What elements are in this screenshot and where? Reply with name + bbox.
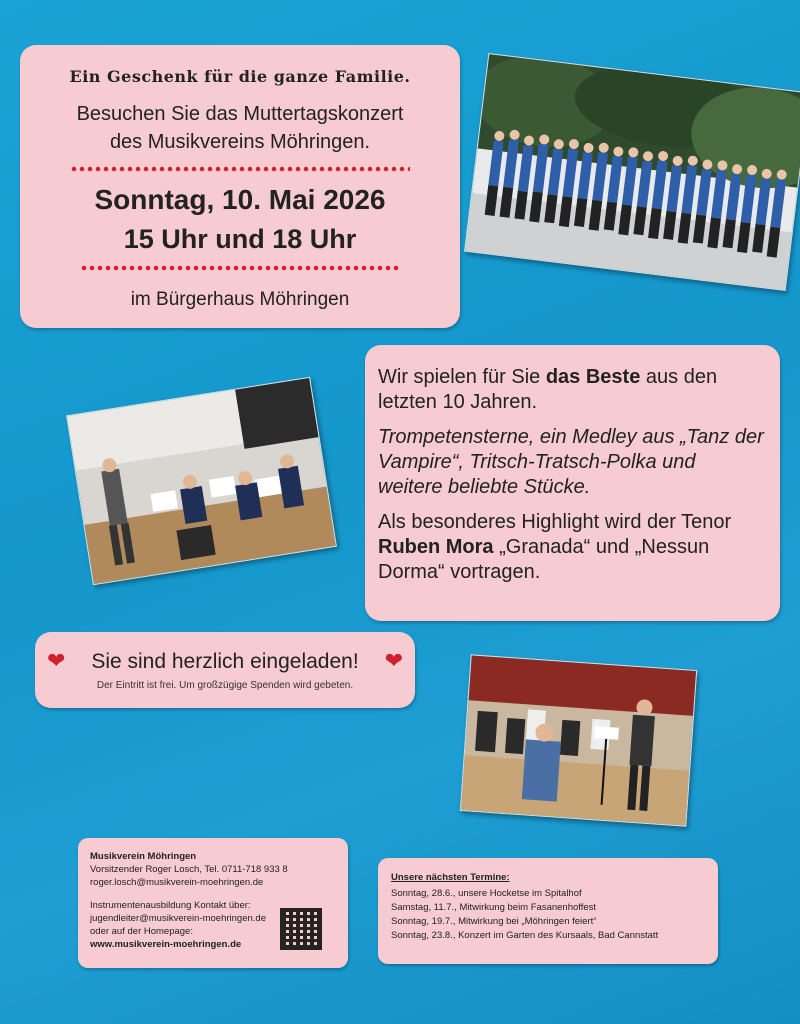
- dates-card: [378, 858, 718, 964]
- event-venue: im Bürgerhaus Möhringen: [130, 289, 350, 310]
- qr-code-icon: [280, 908, 322, 950]
- tenor-name: Ruben Mora: [378, 536, 494, 558]
- dotted-divider: [70, 166, 410, 172]
- date-item: Sonntag, 28.6., unsere Hocketse im Spitalhof: [391, 888, 582, 899]
- dates-title: Unsere nächsten Termine:: [391, 872, 510, 883]
- date-item: Samstag, 11.7., Mitwirkung beim Fasanenhoffest: [391, 902, 597, 913]
- program-highlight: [378, 510, 764, 585]
- heart-icon: ❤: [384, 648, 403, 673]
- event-card: [20, 45, 460, 328]
- highlight-text: Als besonderes Highlight wird der Tenor: [378, 511, 732, 533]
- training-email: jugendleiter@musikverein-moehringen.de: [90, 913, 266, 924]
- homepage-label: oder auf der Homepage:: [90, 926, 193, 937]
- highlight-text-end: „Granada“ und „Nessun Dorma“ vortragen.: [378, 536, 710, 583]
- program-card: [365, 345, 780, 621]
- org-name: Musikverein Möhringen: [90, 851, 197, 862]
- choir-photo: [464, 53, 800, 291]
- event-headline: Ein Geschenk für die ganze Familie.: [69, 67, 411, 86]
- heart-icon: ❤: [47, 648, 66, 673]
- rehearsal-photo-2: [460, 654, 697, 826]
- training-label: Instrumentenausbildung Kontakt über:: [90, 900, 251, 911]
- welcome-title: Sie sind herzlich eingeladen!: [91, 650, 359, 673]
- dotted-divider: [80, 265, 400, 271]
- welcome-card: [35, 632, 415, 708]
- date-item: Sonntag, 23.8., Konzert im Garten des Kursaals, Bad Cannstatt: [391, 930, 659, 941]
- program-pieces: Trompetensterne, ein Medley aus „Tanz der Vampire“, Tritsch-Tratsch-Polka und weitere beliebte Stücke.: [378, 426, 764, 498]
- chair-contact: Vorsitzender Roger Losch, Tel. 0711-718 933 8: [90, 864, 288, 875]
- intro-text-end: aus den letzten 10 Jahren.: [378, 366, 718, 413]
- date-item: Sonntag, 19.7., Mitwirkung bei „Möhringen feiert“: [391, 916, 597, 927]
- homepage-url: www.musikverein-moehringen.de: [90, 939, 242, 950]
- event-time: 15 Uhr und 18 Uhr: [123, 224, 357, 254]
- program-intro: [378, 365, 764, 415]
- intro-bold: das Beste: [545, 366, 641, 388]
- contact-card: [78, 838, 348, 968]
- welcome-note: Der Eintritt ist frei. Um großzügige Spenden wird gebeten.: [96, 680, 354, 691]
- event-invite: [20, 100, 460, 156]
- invite-line-1: Besuchen Sie das Muttertagskonzert: [76, 103, 404, 125]
- invite-line-2: des Musikvereins Möhringen.: [109, 131, 371, 153]
- intro-text: Wir spielen für Sie: [378, 366, 546, 388]
- event-date: Sonntag, 10. Mai 2026: [94, 184, 386, 215]
- chair-email: roger.losch@musikverein-moehringen.de: [90, 877, 264, 888]
- rehearsal-photo-1: [66, 377, 337, 586]
